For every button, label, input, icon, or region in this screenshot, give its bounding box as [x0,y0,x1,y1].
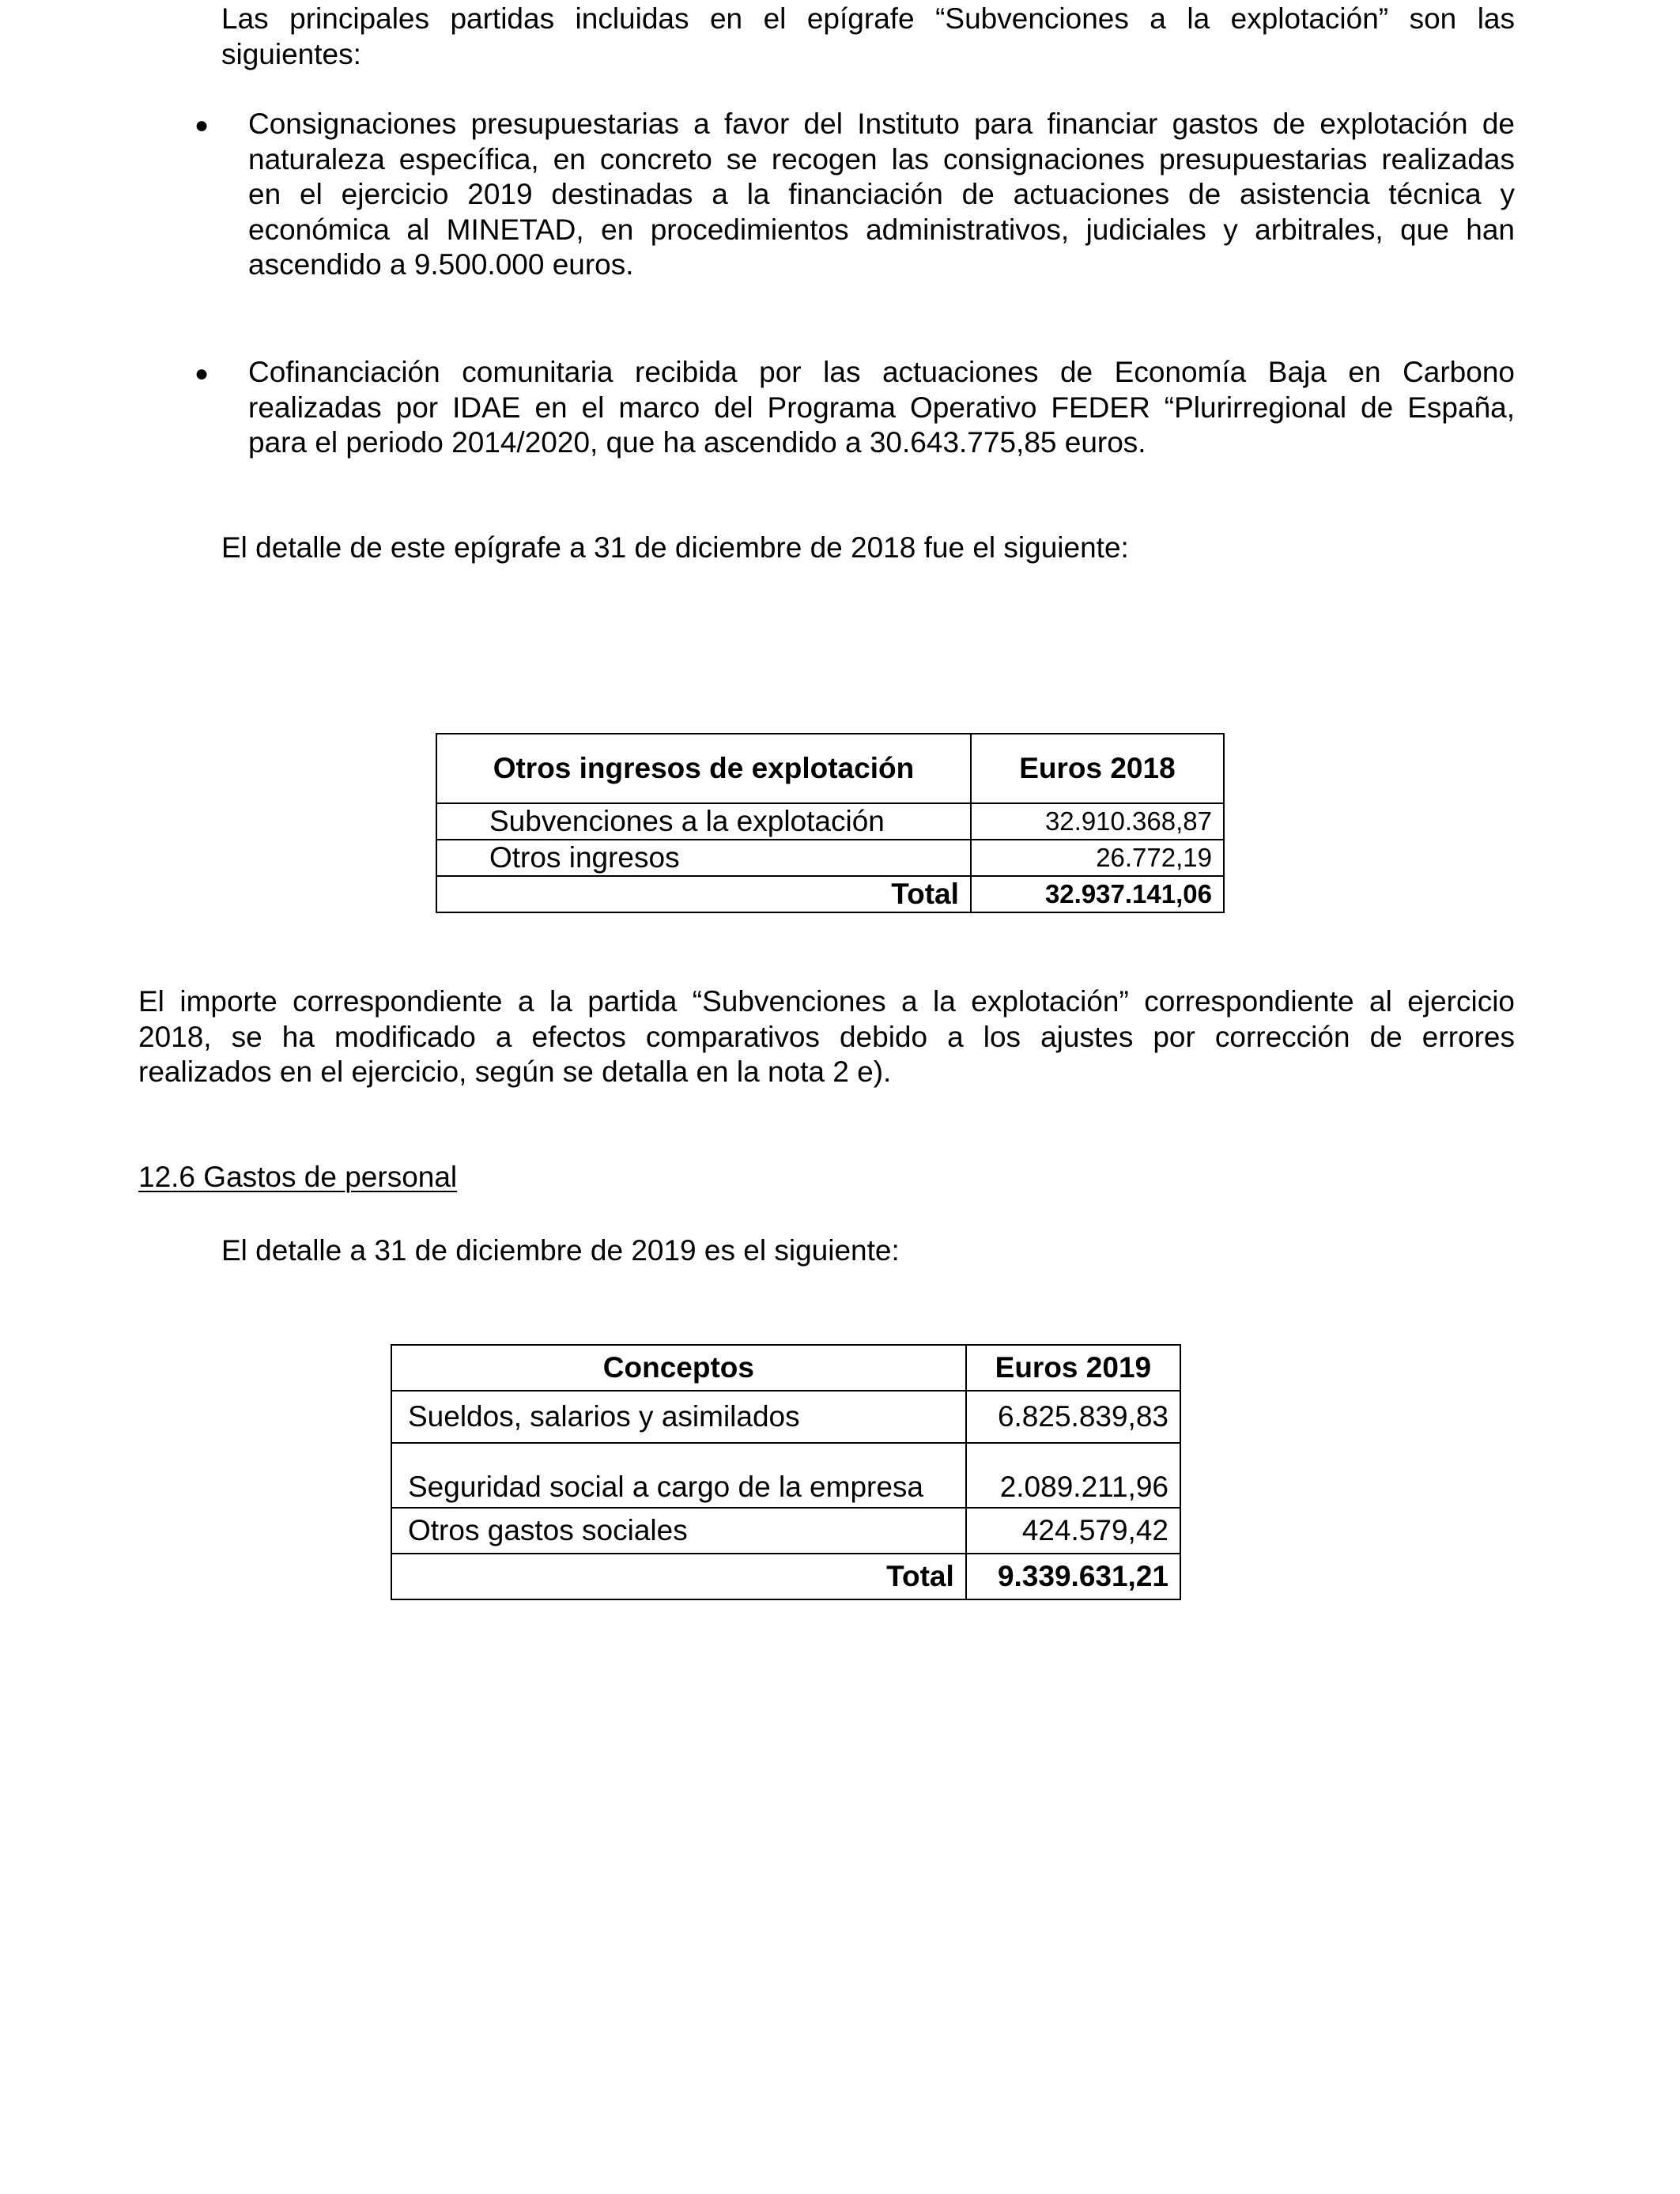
bullet-2-line-1: Cofinanciación comunitaria recibida por las actuaciones de Economía Baja en Carbono [248,356,1515,388]
bullet-item-cofinanciacion [248,355,1515,461]
section-heading-gastos-personal: 12.6 Gastos de personal [138,1161,458,1193]
total-value: 9.339.631,21 [966,1554,1180,1599]
bullet-1-line-4: económica al MINETAD, en procedimientos administrativos, judiciales y arbitrales, que han [248,213,1515,246]
bullet-item-consignaciones [248,107,1515,283]
row-value: 424.579,42 [966,1508,1180,1554]
table-header-euros: Euros 2018 [971,734,1224,803]
table-gastos-personal-2019 [391,1344,1181,1600]
row-label: Otros gastos sociales [391,1508,966,1554]
table-total-row [436,876,1224,912]
bullet-1-line-5: ascendido a 9.500.000 euros. [248,248,634,281]
intro-paragraph [221,2,1515,72]
total-value: 32.937.141,06 [971,876,1224,912]
row-value: 2.089.211,96 [966,1443,1180,1508]
row-value: 32.910.368,87 [971,803,1224,840]
detail-2018-text: El detalle de este epígrafe a 31 de diciembre de 2018 fue el siguiente: [221,531,1129,564]
table-header-row [391,1345,1180,1391]
table-header-concept: Conceptos [391,1345,966,1391]
table-otros-ingresos-2018 [436,733,1225,913]
bullet-1-line-3: en el ejercicio 2019 destinadas a la financiación de actuaciones de asistencia técnica y [248,178,1515,210]
table-row [436,803,1224,840]
table-header-concept: Otros ingresos de explotación [436,734,971,803]
bullet-1-line-1: Consignaciones presupuestarias a favor del Instituto para financiar gastos de explotación de [248,108,1515,140]
table-row [391,1391,1180,1443]
table-header-euros: Euros 2019 [966,1345,1180,1391]
row-label: Sueldos, salarios y asimilados [391,1391,966,1443]
table-total-row [391,1554,1180,1599]
table-header-row [436,734,1224,803]
bullet-2-line-2: realizadas por IDAE en el marco del Programa Operativo FEDER “Plurirregional de España, [248,391,1515,424]
bullet-2-line-3: para el periodo 2014/2020, que ha ascendido a 30.643.775,85 euros. [248,426,1146,459]
row-value: 26.772,19 [971,840,1224,876]
bullet-1-line-2: naturaleza específica, en concreto se recogen las consignaciones presupuestarias realizadas [248,142,1515,176]
para-line-2: 2018, se ha modificado a efectos comparativos debido a los ajustes por corrección de errores [138,1020,1515,1053]
table-row [391,1443,1180,1508]
intro-line-2: siguientes: [221,37,361,70]
intro-line-1: Las principales partidas incluidas en el epígrafe “Subvenciones a la explotación” son las [221,2,1515,35]
total-label: Total [391,1554,966,1599]
table-row [391,1508,1180,1554]
detail-2019-text: El detalle a 31 de diciembre de 2019 es el siguiente: [221,1234,900,1267]
para-line-1: El importe correspondiente a la partida “Subvenciones a la explotación” correspondiente al ejercicio [138,985,1515,1018]
row-label: Otros ingresos [436,840,971,876]
row-value: 6.825.839,83 [966,1391,1180,1443]
bullet-dot-1: ● [194,112,210,138]
paragraph-modificacion-2018 [138,984,1515,1090]
row-label: Subvenciones a la explotación [436,803,971,840]
total-label: Total [436,876,971,912]
bullet-dot-2: ● [194,361,210,387]
row-label: Seguridad social a cargo de la empresa [391,1443,966,1508]
table-row [436,840,1224,876]
para-line-3: realizados en el ejercicio, según se detalla en la nota 2 e). [138,1055,892,1088]
